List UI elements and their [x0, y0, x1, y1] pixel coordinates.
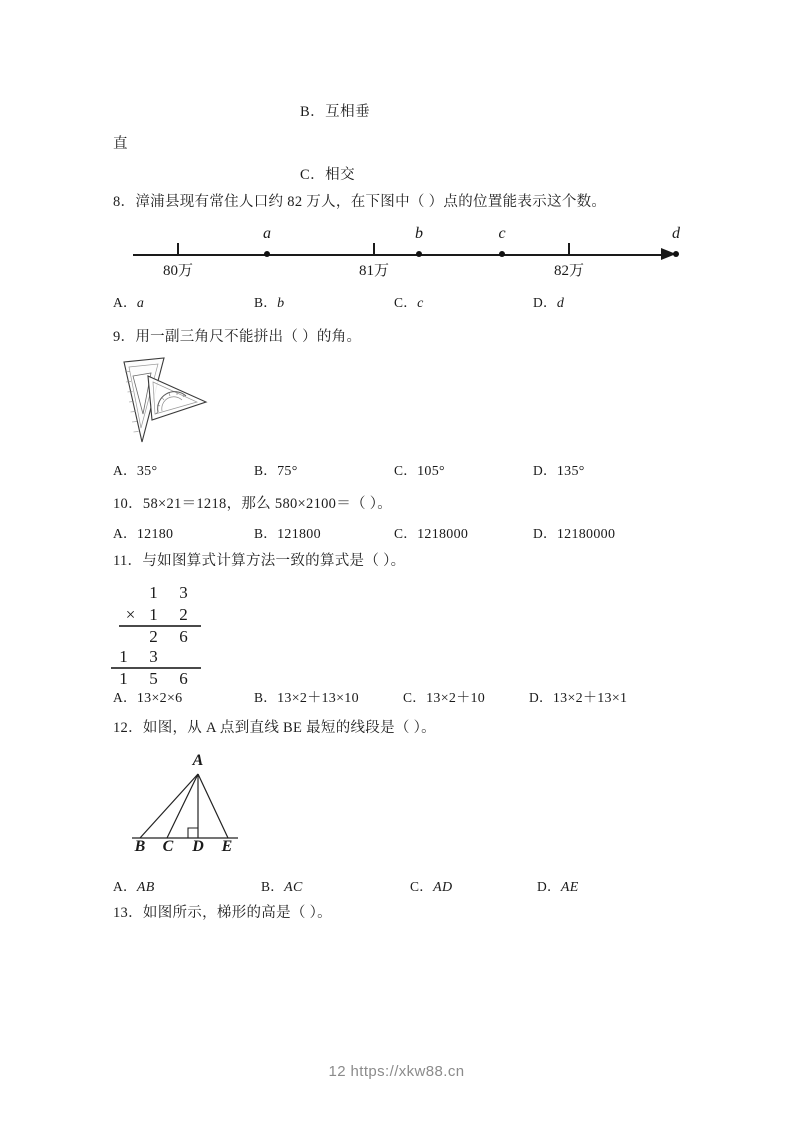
option-8-a-text: a: [136, 296, 145, 311]
option-8-c[interactable]: [394, 291, 424, 312]
option-9-b-label: B．: [254, 463, 278, 478]
triangle-vertex-label-d: D: [192, 838, 204, 855]
option-10-c-label: C．: [394, 526, 418, 541]
option-9-a-text: 35°: [136, 464, 158, 479]
option-8-b-label: B．: [254, 295, 278, 310]
triangle-vertex-label-c: C: [162, 838, 174, 855]
option-10-c[interactable]: [394, 522, 468, 543]
vertical-multiplication-figure: [119, 583, 219, 688]
vmult-r0-c1: 1: [149, 583, 158, 602]
option-9-d-text: 135°: [556, 464, 585, 479]
option-11-b-text: 13×2＋13×10: [277, 691, 359, 706]
option-12-a-label: A．: [113, 879, 137, 894]
option-12-c[interactable]: [410, 875, 452, 896]
option-12-c-text: AD: [433, 880, 453, 895]
right-angle-mark: [188, 828, 198, 838]
vmult-r4-c1: 5: [149, 669, 158, 688]
number-line-point-label-a: a: [263, 225, 271, 242]
number-line-point-label-c: c: [498, 225, 506, 242]
option-8-a[interactable]: [113, 291, 144, 312]
option-12-c-label: C．: [410, 879, 434, 894]
number-line-label-82: 82万: [553, 263, 585, 279]
option-9-d-label: D．: [533, 463, 557, 478]
option-9-b[interactable]: [254, 459, 298, 480]
question-10-stem: 10．58×21＝1218，那么 580×2100＝（ ）。: [113, 496, 393, 512]
option-12-d-label: D．: [537, 879, 561, 894]
carryover-option-b: B．互相垂: [300, 104, 371, 120]
vmult-r3-c1: 3: [149, 647, 158, 666]
vmult-r0-c2: 3: [179, 583, 188, 602]
option-12-a[interactable]: [113, 875, 155, 896]
option-11-a-label: A．: [113, 690, 137, 705]
option-11-d[interactable]: [529, 686, 627, 707]
question-11-stem: 11．与如图算式计算方法一致的算式是（ ）。: [113, 553, 406, 569]
vmult-r4-c2: 6: [179, 669, 188, 688]
triangle-vertex-label-b: B: [134, 838, 146, 855]
triangle-vertex-label-e: E: [221, 838, 233, 855]
option-11-a-text: 13×2×6: [136, 691, 183, 706]
number-line-point-label-d: d: [672, 225, 680, 242]
option-8-b[interactable]: [254, 291, 284, 312]
question-9-stem: 9．用一副三角尺不能拼出（ ）的角。: [113, 329, 362, 345]
vmult-r2-c2: 6: [179, 627, 188, 646]
option-12-d-text: AE: [560, 880, 579, 895]
option-11-b-label: B．: [254, 690, 278, 705]
number-line-tick-80: [177, 243, 179, 255]
number-line-tick-81: [373, 243, 375, 255]
vmult-r2-c1: 2: [149, 627, 158, 646]
triangle-altitude-figure: [128, 752, 248, 856]
option-11-a[interactable]: [113, 686, 182, 707]
option-9-c-text: 105°: [417, 464, 445, 479]
option-11-c[interactable]: [403, 686, 485, 707]
option-12-a-text: AB: [136, 880, 155, 895]
triangle-vertex-label-a: A: [192, 752, 204, 769]
option-11-d-label: D．: [529, 690, 553, 705]
number-line-tick-82: [568, 243, 570, 255]
option-12-b-text: AC: [284, 880, 303, 895]
option-8-c-label: C．: [394, 295, 418, 310]
option-10-a-text: 12180: [136, 527, 174, 542]
option-11-c-text: 13×2＋10: [426, 691, 486, 706]
number-line-point-label-b: b: [415, 225, 423, 242]
number-line-figure: [113, 225, 683, 287]
option-9-a[interactable]: [113, 459, 157, 480]
segment-AE: [198, 774, 228, 838]
option-10-a-label: A．: [113, 526, 137, 541]
carryover-option-b-wrap: 直: [113, 136, 128, 152]
number-line-point-d: [673, 251, 680, 258]
vmult-r3-c0: 1: [119, 647, 128, 666]
option-10-b-label: B．: [254, 526, 278, 541]
option-10-c-text: 1218000: [417, 527, 469, 542]
option-10-b-text: 121800: [277, 527, 321, 542]
number-line-label-81: 81万: [358, 263, 390, 279]
option-9-b-text: 75°: [277, 464, 298, 479]
option-10-b[interactable]: [254, 522, 321, 543]
option-8-c-text: c: [417, 296, 424, 311]
question-8-stem: 8．漳浦县现有常住人口约 82 万人，在下图中（ ）点的位置能表示这个数。: [113, 194, 607, 210]
question-13-stem: 13．如图所示，梯形的高是（ ）。: [113, 905, 332, 921]
option-11-c-label: C．: [403, 690, 427, 705]
option-9-a-label: A．: [113, 463, 137, 478]
option-10-d-text: 12180000: [556, 527, 616, 542]
option-10-d[interactable]: [533, 522, 615, 543]
option-9-d[interactable]: [533, 459, 585, 480]
number-line-point-b: [416, 251, 423, 258]
question-12-stem: 12．如图，从 A 点到直线 BE 最短的线段是（ ）。: [113, 720, 436, 736]
option-8-a-label: A．: [113, 295, 137, 310]
number-line-point-c: [499, 251, 506, 258]
option-8-d-label: D．: [533, 295, 557, 310]
option-11-b[interactable]: [254, 686, 359, 707]
option-9-c[interactable]: [394, 459, 445, 480]
set-squares-figure: [118, 356, 214, 448]
page-footer: 12 https://xkw88.cn: [328, 1063, 465, 1080]
option-8-d-text: d: [556, 296, 565, 311]
option-12-b-label: B．: [261, 879, 285, 894]
option-10-a[interactable]: [113, 522, 173, 543]
option-8-d[interactable]: [533, 291, 564, 312]
vmult-r1-c1: 1: [149, 605, 158, 624]
number-line-label-80: 80万: [162, 263, 194, 279]
option-11-d-text: 13×2＋13×1: [552, 691, 628, 706]
vmult-r1-c2: 2: [179, 605, 188, 624]
option-10-d-label: D．: [533, 526, 557, 541]
set-squares-svg: [118, 356, 214, 448]
carryover-option-c: C．相交: [300, 167, 356, 183]
option-12-b[interactable]: [261, 875, 303, 896]
option-12-d[interactable]: [537, 875, 579, 896]
vmult-operator: ×: [125, 605, 136, 624]
option-9-c-label: C．: [394, 463, 418, 478]
number-line-axis: [133, 254, 663, 256]
vmult-r4-c0: 1: [119, 669, 128, 688]
option-8-b-text: b: [277, 296, 285, 311]
number-line-point-a: [264, 251, 271, 258]
